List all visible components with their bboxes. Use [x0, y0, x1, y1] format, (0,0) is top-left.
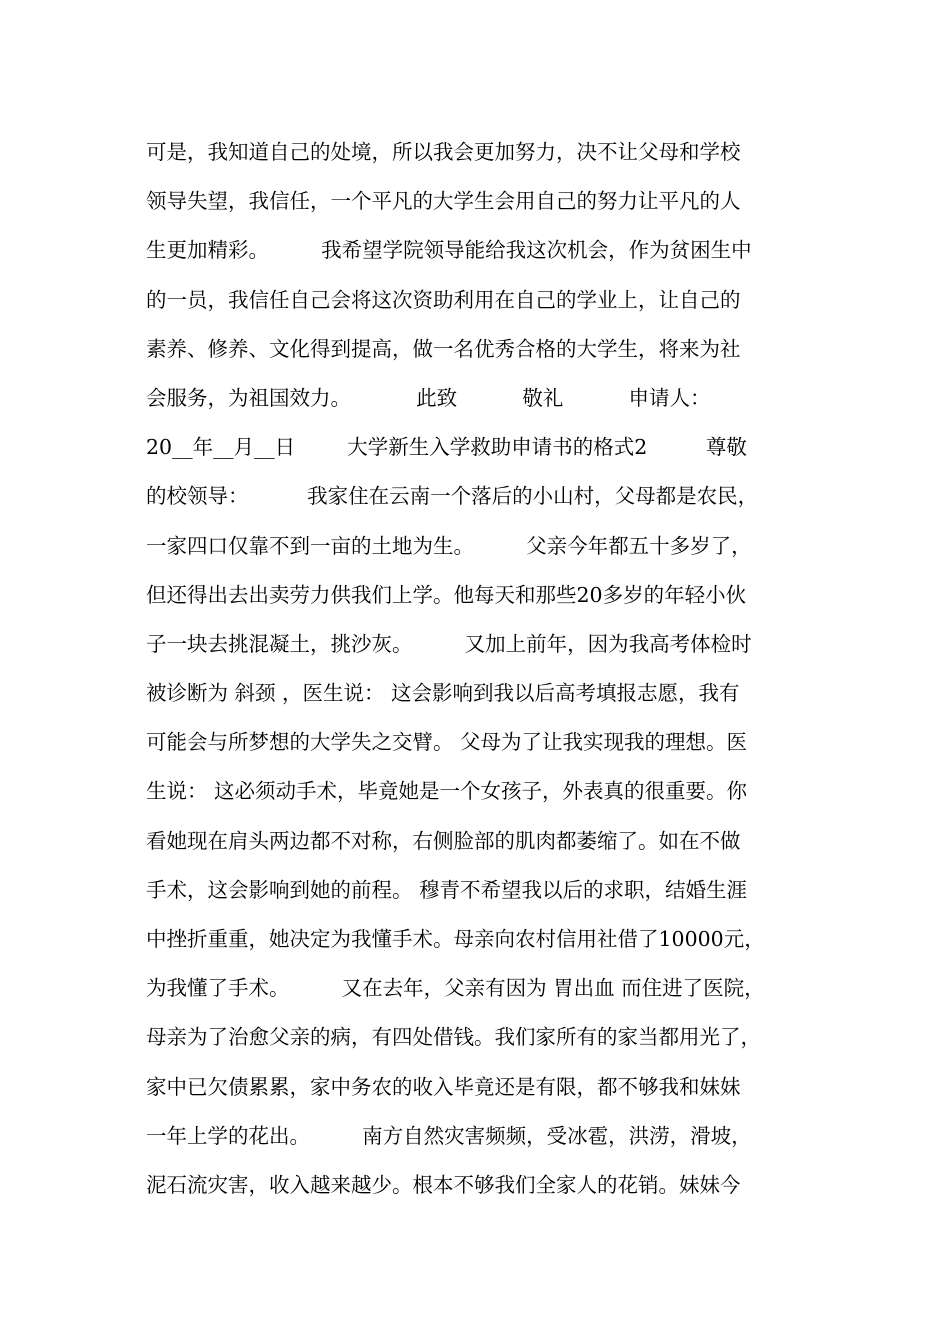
text-line: 母亲为了治愈父亲的病，有四处借钱。我们家所有的家当都用光了， — [146, 1025, 761, 1050]
text-line: 的校领导： 我家住在云南一个落后的小山村，父母都是农民， — [146, 484, 759, 509]
text-line: 会服务，为祖国效力。 此致 敬礼 申请人： — [146, 385, 711, 410]
body-text — [146, 128, 826, 1210]
text-line: 素养、修养、文化得到提高，做一名优秀合格的大学生，将来为社 — [146, 336, 741, 361]
text-line: 的一员，我信任自己会将这次资助利用在自己的学业上，让自己的 — [146, 287, 741, 312]
text-line: 20__年__月__日 大学新生入学救助申请书的格式2 尊敬 — [146, 435, 747, 460]
text-line: 家中已欠债累累，家中务农的收入毕竟还是有限，都不够我和妹妹 — [146, 1074, 741, 1099]
text-line: 中挫折重重，她决定为我懂手术。母亲向农村信用社借了10000元， — [146, 927, 765, 951]
text-line: 被诊断为 斜颈 ，医生说： 这会影响到我以后高考填报志愿，我有 — [146, 681, 740, 706]
text-line: 泥石流灾害，收入越来越少。根本不够我们全家人的花销。妹妹今 — [146, 1172, 741, 1197]
text-line: 为我懂了手术。 又在去年，父亲有因为 胃出血 而住进了医院， — [146, 976, 765, 1001]
text-line: 生更加精彩。 我希望学院领导能给我这次机会，作为贫困生中 — [146, 238, 752, 263]
text-line: 手术，这会影响到她的前程。 穆青不希望我以后的求职，结婚生涯 — [146, 877, 748, 902]
text-line: 但还得出去出卖劳力供我们上学。他每天和那些20多岁的年轻小伙 — [146, 582, 747, 607]
text-line: 生说： 这必须动手术，毕竟她是一个女孩子，外表真的很重要。你 — [146, 779, 748, 804]
text-line: 一家四口仅靠不到一亩的土地为生。 父亲今年都五十多岁了， — [146, 533, 752, 558]
text-line: 一年上学的花出。 南方自然灾害频频，受冰雹，洪涝，滑坡， — [146, 1123, 752, 1148]
text-line: 看她现在肩头两边都不对称，右侧脸部的肌肉都萎缩了。如在不做 — [146, 828, 741, 853]
text-line: 可能会与所梦想的大学失之交臂。 父母为了让我实现我的理想。医 — [146, 730, 748, 755]
text-line: 可是，我知道自己的处境，所以我会更加努力，决不让父母和学校 — [146, 140, 741, 164]
text-line: 子一块去挑混凝土，挑沙灰。 又加上前年，因为我高考体检时 — [146, 631, 752, 656]
text-line: 领导失望，我信任，一个平凡的大学生会用自己的努力让平凡的人 — [146, 189, 741, 214]
